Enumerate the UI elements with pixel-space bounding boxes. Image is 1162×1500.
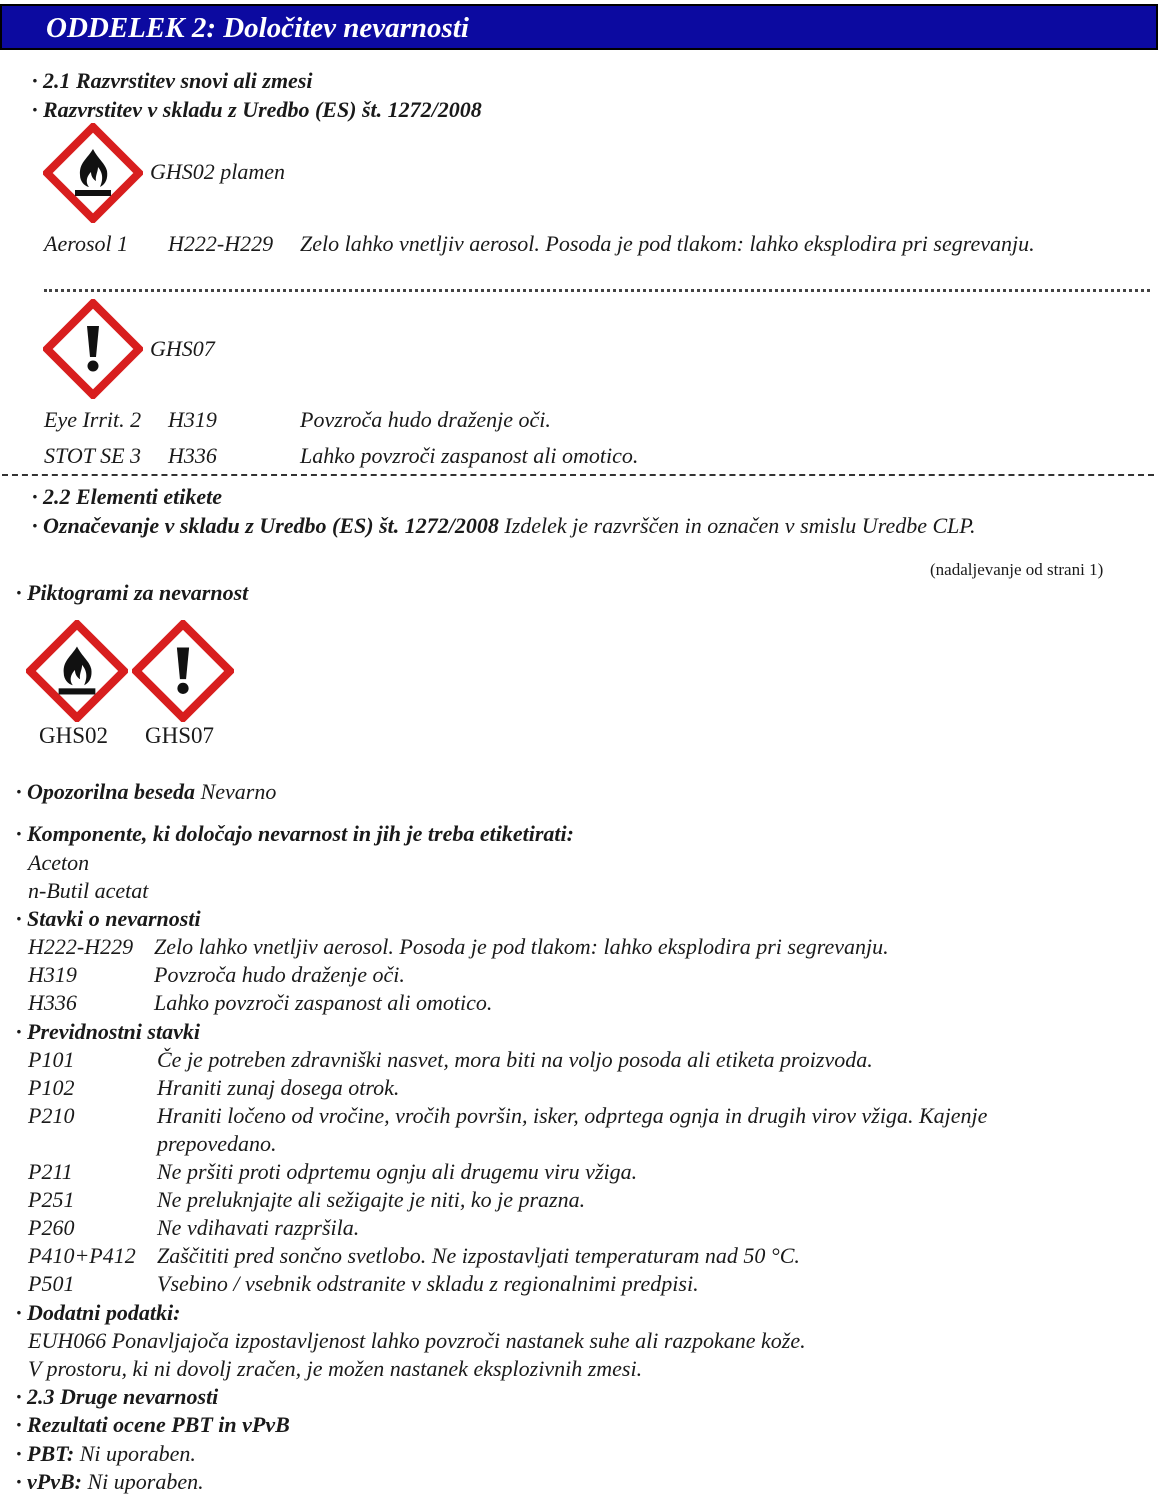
precaution-text: Vsebino / vsebnik odstranite v skladu z regionalnimi predpisi. (157, 1271, 699, 1296)
components-title: · Komponente, ki določajo nevarnost in jih je treba etiketirati: (16, 821, 574, 846)
component-item: n-Butil acetat (28, 878, 149, 903)
precaution-text: Če je potreben zdravniški nasvet, mora biti na voljo posoda ali etiketa proizvoda. (157, 1047, 873, 1072)
aerosol-text: Zelo lahko vnetljiv aerosol. Posoda je pod tlakom: lahko eksplodira pri segrevanju. (300, 231, 1035, 256)
eye-code: H319 (168, 407, 217, 432)
dotted-divider (44, 289, 1150, 292)
precaution-code: P211 (28, 1159, 73, 1184)
aerosol-code: H222-H229 (168, 231, 274, 256)
pbt-line (16, 1443, 196, 1465)
exclamation-icon (43, 299, 143, 399)
labelling-bold: · Označevanje v skladu z Uredbo (ES) št. 1272/2008 (32, 513, 499, 538)
hazard-text: Lahko povzroči zaspanost ali omotico. (154, 990, 493, 1015)
flame-icon (26, 620, 128, 722)
precaution-text: Hraniti zunaj dosega otrok. (157, 1075, 400, 1100)
precautionary-title: · Previdnostni stavki (16, 1019, 200, 1044)
labelling-line (32, 515, 975, 537)
precaution-text-cont: prepovedano. (157, 1131, 277, 1156)
pbt-label: · PBT: (16, 1441, 75, 1466)
hazard-text: Zelo lahko vnetljiv aerosol. Posoda je pod tlakom: lahko eksplodira pri segrevanju. (154, 934, 889, 959)
precaution-text: Ne preluknjajte ali sežigajte je niti, ko je prazna. (157, 1187, 586, 1212)
precaution-code: P102 (28, 1075, 75, 1100)
eye-category: Eye Irrit. 2 (44, 407, 142, 432)
hazard-code: H319 (28, 962, 77, 987)
exclamation-icon (132, 620, 234, 722)
pbt-results-title: · Rezultati ocene PBT in vPvB (16, 1412, 290, 1437)
hazard-text: Povzroča hudo draženje oči. (154, 962, 405, 987)
precaution-code: P251 (28, 1187, 75, 1212)
section-2-1-title: · 2.1 Razvrstitev snovi ali zmesi (32, 68, 313, 93)
stot-code: H336 (168, 443, 217, 468)
picto-label-ghs02: GHS02 (39, 723, 109, 748)
dashed-divider (2, 474, 1154, 476)
stot-category: STOT SE 3 (44, 443, 142, 468)
ghs07-label: GHS07 (150, 336, 215, 361)
component-item: Aceton (28, 850, 90, 875)
precaution-text: Hraniti ločeno od vročine, vročih površin, isker, odprtega ognja in drugih virov vžiga. Kajenje (157, 1103, 988, 1128)
vpvb-line (16, 1471, 204, 1493)
flame-label: GHS02 plamen (150, 159, 286, 184)
pbt-value: Ni uporaben. (79, 1441, 196, 1466)
additional-title: · Dodatni podatki: (16, 1300, 181, 1325)
precaution-code: P210 (28, 1103, 75, 1128)
precaution-text: Zaščititi pred sončno svetlobo. Ne izpostavljati temperaturam nad 50 °C. (157, 1243, 800, 1268)
stot-text: Lahko povzroči zaspanost ali omotico. (300, 443, 639, 468)
precaution-code: P410+P412 (28, 1243, 136, 1268)
classification-subtitle: · Razvrstitev v skladu z Uredbo (ES) št. 1272/2008 (32, 97, 482, 122)
section-header (0, 4, 1158, 50)
aerosol-category: Aerosol 1 (44, 231, 129, 256)
precaution-code: P260 (28, 1215, 75, 1240)
section-2-2-title: · 2.2 Elementi etikete (32, 484, 223, 509)
hazard-code: H336 (28, 990, 77, 1015)
hazard-code: H222-H229 (28, 934, 134, 959)
labelling-text: Izdelek je razvrščen in označen v smislu Uredbe CLP. (504, 513, 976, 538)
signal-word-line (16, 781, 276, 803)
flame-icon (43, 123, 143, 223)
section-title: ODDELEK 2: Določitev nevarnosti (46, 12, 469, 44)
vpvb-label: · vPvB: (16, 1469, 82, 1494)
vpvb-value: Ni uporaben. (87, 1469, 204, 1494)
precaution-text: Ne vdihavati razpršila. (157, 1215, 360, 1240)
signal-word-value: Nevarno (200, 779, 277, 804)
precaution-text: Ne pršiti proti odprtemu ognju ali drugemu viru vžiga. (157, 1159, 638, 1184)
pictograms-title: · Piktogrami za nevarnost (16, 580, 249, 605)
additional-item: V prostoru, ki ni dovolj zračen, je možen nastanek eksplozivnih zmesi. (28, 1356, 643, 1381)
precaution-code: P101 (28, 1047, 75, 1072)
eye-text: Povzroča hudo draženje oči. (300, 407, 551, 432)
picto-label-ghs07: GHS07 (145, 723, 215, 748)
precaution-code: P501 (28, 1271, 75, 1296)
continued-note: (nadaljevanje od strani 1) (930, 560, 1104, 579)
additional-item: EUH066 Ponavljajoča izpostavljenost lahko povzroči nastanek suhe ali razpokane kože. (28, 1328, 806, 1353)
section-2-3-title: · 2.3 Druge nevarnosti (16, 1384, 219, 1409)
signal-word-label: · Opozorilna beseda (16, 779, 196, 804)
hazard-statements-title: · Stavki o nevarnosti (16, 906, 201, 931)
